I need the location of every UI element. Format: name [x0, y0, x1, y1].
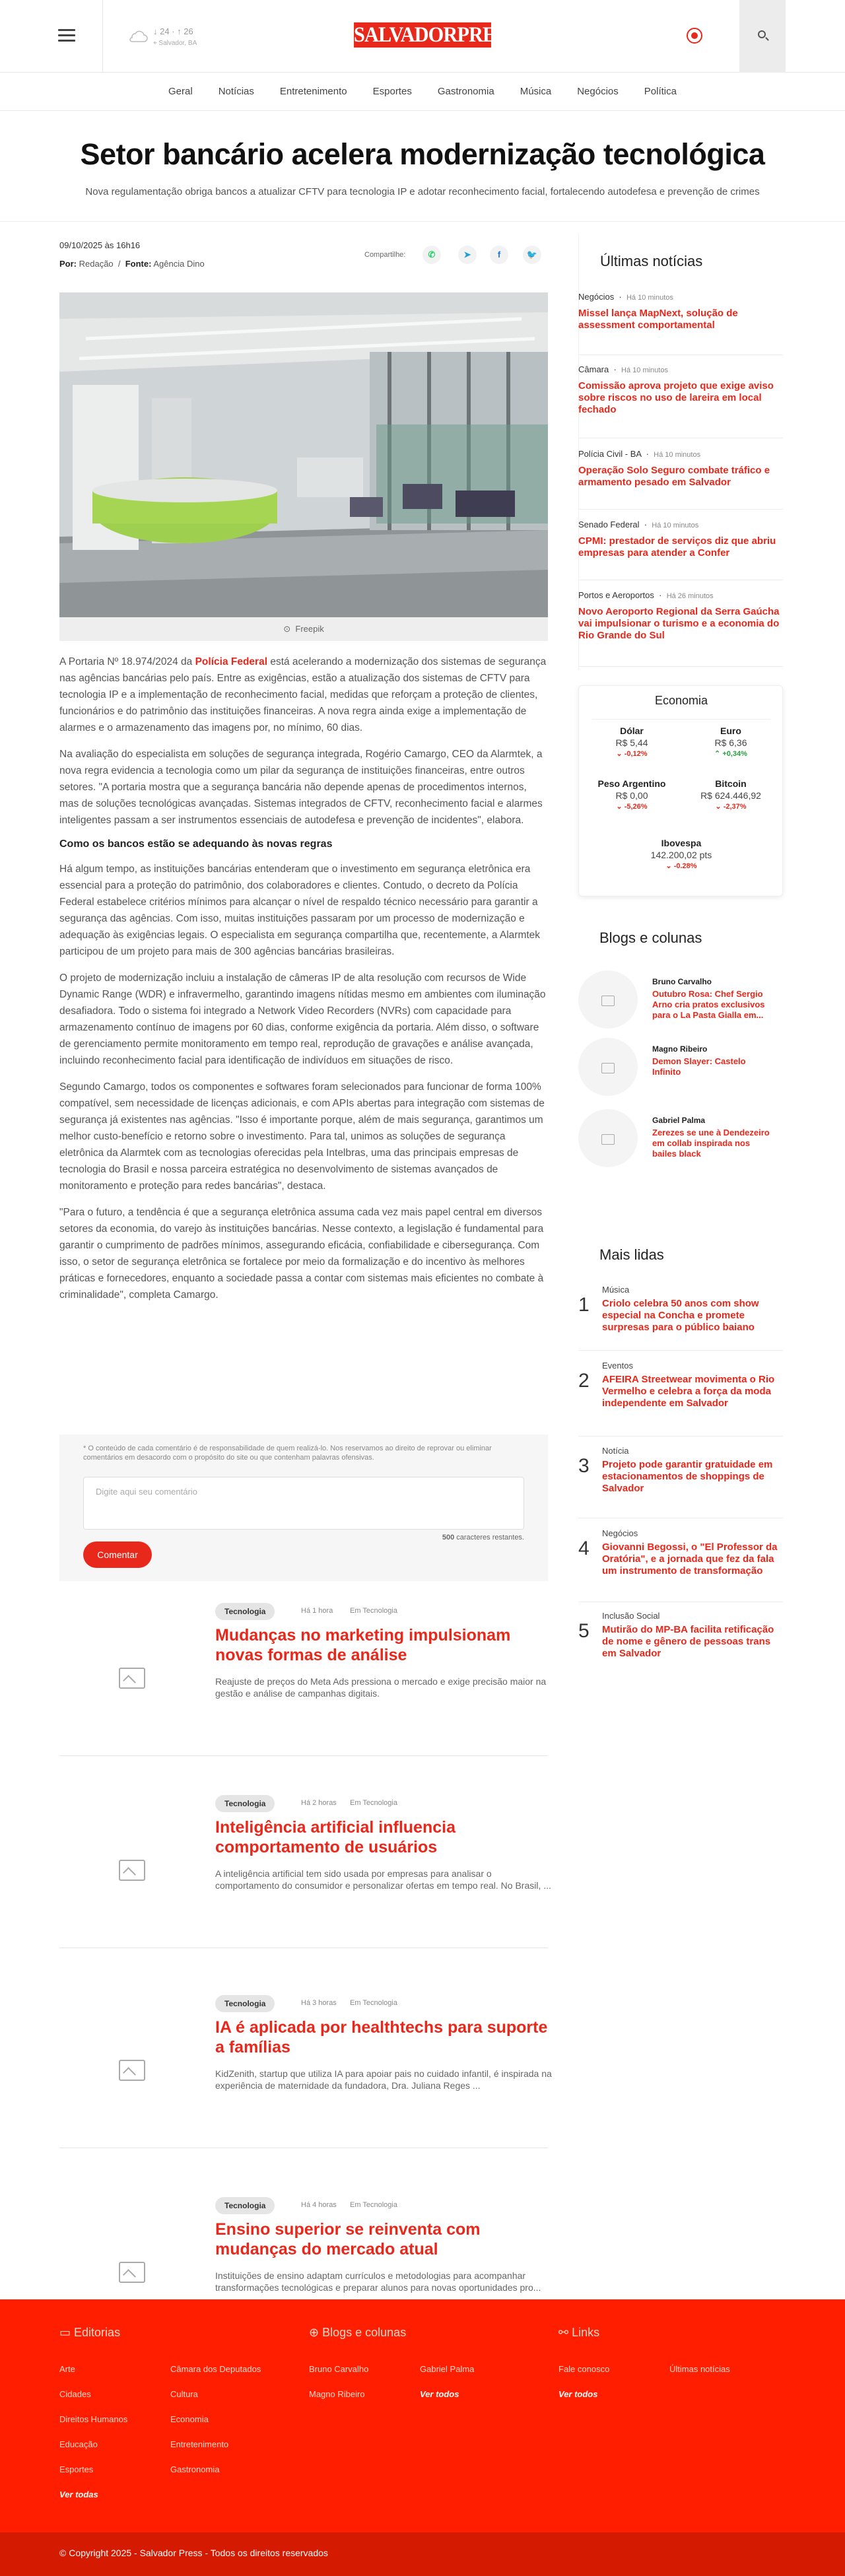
currency-value: R$ 5,44: [615, 737, 648, 748]
footer-link[interactable]: Direitos Humanos: [59, 2414, 128, 2424]
paragraph: O projeto de modernização incluiu a instalação de câmeras IP de alta resolução com recursos de Wide Dynamic Range (WDR) e infravermelho, garantindo imagens nítidas mesmo em ambientes com iluminação desafiadora. Todo o sistema foi integrado a Network Video Recorders (NVRs) com capacidade para armazenamento contínuo de imagens por 60 dias, conforme exigência da portaria. Além disso, o software de gerenciamento permite monitoramento em tempo real, reprodução de gravações e análise avançada, incluindo reconhecimento facial para identificação de indivíduos em situações de risco.: [59, 972, 546, 1066]
news-title[interactable]: Novo Aeroporto Regional da Serra Gaúcha vai impulsionar o turismo e a economia do Rio Grande do Sul: [578, 606, 780, 641]
article-title: Setor bancário acelera modernização tecnológica: [80, 137, 765, 171]
paragraph: Na avaliação do especialista em soluções de segurança integrada, Rogério Camargo, CEO da Alarmtek, a nova regra evidencia a tecnologia como um pilar da segurança de instituições financeiras, entre outros setores. "A portaria mostra que a segurança bancária não depende apenas de procedimentos internos, mas de soluções tecnológicas avançadas. Sistemas integrados de CFTV, reconhecimento facial e alarmes inteligentes passam a ser instrumentos essenciais de autodefesa e prevenção de incidentes", elabora.: [59, 749, 543, 826]
nav-item-0[interactable]: Geral: [168, 86, 193, 97]
currency-item: [681, 726, 780, 758]
divider: [0, 221, 845, 222]
article-subtitle: Nova regulamentação obriga bancos a atualizar CFTV para tecnologia IP e adotar reconhecimento facial, fortalecendo autodefesa e prevenção de crimes: [85, 186, 760, 197]
article-time: Há 1 hora: [301, 1607, 333, 1615]
blogs-widget: [578, 911, 783, 947]
rank-number: 2: [578, 1370, 590, 1392]
char-counter: 500 caracteres restantes.: [442, 1534, 524, 1542]
related-article[interactable]: [59, 1995, 552, 2148]
blog-title[interactable]: Demon Slayer: Castelo Infinito: [652, 1056, 746, 1077]
footer-editorias: ▭ Editorias: [59, 2326, 121, 2339]
news-section: Câmara · Há 10 minutos: [578, 364, 668, 374]
nav-item-4[interactable]: Gastronomia: [437, 86, 494, 97]
footer-see-all[interactable]: Ver todos: [558, 2389, 598, 2399]
location-icon: ⌖: [153, 40, 157, 47]
latest-news-item[interactable]: [578, 520, 783, 580]
article-byline: Por: Redação / Fonte: Agência Dino: [59, 259, 205, 269]
nav-item-2[interactable]: Entretenimento: [279, 86, 347, 97]
camera-icon: ⊙: [283, 624, 291, 634]
footer-link[interactable]: Últimas notícias: [669, 2364, 730, 2374]
policia-federal-link[interactable]: Polícia Federal: [195, 656, 268, 667]
related-title[interactable]: Inteligência artificial influencia comportamento de usuários: [215, 1818, 456, 1856]
rank-number: 4: [578, 1538, 590, 1559]
footer-link[interactable]: Cidades: [59, 2389, 91, 2399]
comment-disclaimer: * O conteúdo de cada comentário é de responsabilidade de quem realizá-lo. Nos reservamos ao direito de reprovar ou eliminar comentários em desacordo com o propósito do site ou que contenham palavras ofensivas.: [83, 1444, 492, 1462]
arrow-down-icon: ⌄: [616, 750, 623, 758]
related-desc: Instituições de ensino adaptam currículos e metodologias para acompanhar transformações tecnológicas e preparar alunos para novas oportunidades pro...: [215, 2270, 541, 2293]
article-date: 09/10/2025 às 16h16: [59, 240, 141, 250]
footer-link[interactable]: Cultura: [170, 2389, 198, 2399]
economy-title: Economia: [654, 694, 708, 707]
currency-item: [681, 778, 780, 811]
article-category: Em Tecnologia: [350, 1607, 397, 1615]
search-icon: [758, 30, 766, 38]
search-button[interactable]: [739, 0, 786, 73]
currency-name: Bitcoin: [715, 778, 747, 789]
latest-news-item[interactable]: [578, 292, 783, 355]
blogs-title: Blogs e colunas: [599, 930, 702, 946]
image-placeholder-icon: [119, 1860, 145, 1881]
footer-link[interactable]: Câmara dos Deputados: [170, 2364, 261, 2374]
blog-item[interactable]: [578, 970, 783, 1031]
weather-widget: [127, 25, 219, 51]
blog-author[interactable]: Gabriel Palma: [652, 1116, 706, 1125]
comment-input[interactable]: Digite aqui seu comentário: [83, 1477, 524, 1530]
related-desc: A inteligência artificial tem sido usada por empresas para analisar o comportamento do consumidor e personalizar ofertas em tempo real. No Brasil, ...: [215, 1868, 551, 1891]
article-thumbnail[interactable]: [59, 1827, 205, 1919]
item-category: Notícia: [602, 1446, 629, 1456]
site-logo[interactable]: SALVADORPRESS: [354, 23, 517, 47]
related-title[interactable]: IA é aplicada por healthtechs para suporte a famílias: [215, 2018, 548, 2056]
arrow-down-icon: ⌄: [616, 803, 623, 811]
image-placeholder-icon: [119, 1668, 145, 1689]
arrow-up-icon: ⌃: [714, 750, 721, 758]
item-category: Negócios: [602, 1528, 638, 1538]
live-radio-icon[interactable]: [687, 28, 702, 44]
paragraph: Há algum tempo, as instituições bancárias entenderam que o investimento em segurança eletrônica era essencial para a proteção do patrimônio, dos colaboradores e clientes. Contudo, o decreto da Polícia Federal estabelece critérios mínimos para alcançar o nível de respaldo técnico necessário para garantir a segurança das agências. Com isso, muitas instituições passaram por um processo de modernização e adequação às exigências legais. O especialista em segurança compartilha que, recentemente, a Alarmtek participou de um projeto para mais de 300 agências bancárias brasileiras.: [59, 864, 541, 957]
item-category: Música: [602, 1285, 630, 1295]
footer-link[interactable]: Educação: [59, 2439, 98, 2449]
image-placeholder-icon: [119, 2060, 145, 2081]
article-hero-image: [59, 292, 548, 617]
item-title[interactable]: Criolo celebra 50 anos com show especial na Concha e promete surpresas para o público baiano: [602, 1298, 759, 1333]
footer-link[interactable]: Entretenimento: [170, 2439, 229, 2449]
nav-item-1[interactable]: Notícias: [218, 86, 254, 97]
paragraph: A Portaria Nº 18.974/2024 da Polícia Federal está acelerando a modernização dos sistemas de segurança nas agências bancárias pelo país. Entre as exigências, estão a atualização dos sistemas de CFTV para tecnologia IP e a implementação de reconhecimento facial, medidas que reforçam a proteção de clientes, funcionários e do patrimônio das instituições financeiras. A nova regra ainda exige a implementação de alarmes e o armazenamento das imagens por, no mínimo, 60 dias.: [59, 656, 547, 733]
weather-city: ⌖ Salvador, BA: [153, 40, 197, 47]
footer-link[interactable]: Esportes: [59, 2464, 94, 2474]
latest-news-title: Últimas notícias: [600, 253, 703, 269]
footer-link[interactable]: Gabriel Palma: [420, 2364, 475, 2374]
article-time: Há 3 horas: [301, 1999, 337, 2007]
footer-see-all[interactable]: Ver todas: [59, 2490, 98, 2499]
article-thumbnail[interactable]: [59, 1635, 205, 1727]
top-header: [0, 0, 845, 73]
article-body: [59, 654, 548, 1313]
related-article[interactable]: [59, 1603, 548, 1756]
share-label: Compartilhe:: [364, 251, 406, 259]
most-read-item[interactable]: [578, 1611, 783, 1664]
article-time: Há 4 horas: [301, 2201, 337, 2209]
currency-item: [582, 726, 681, 758]
news-title[interactable]: CPMI: prestador de serviços diz que abriu empresas para atender a Confer: [578, 535, 776, 559]
most-read-widget: [578, 1228, 783, 1264]
currency-value: R$ 6,36: [714, 737, 747, 748]
category-tag[interactable]: Tecnologia: [215, 1795, 275, 1812]
news-title[interactable]: Comissão aprova projeto que exige aviso sobre riscos no uso de lareira em local fechado: [578, 380, 774, 415]
most-read-item[interactable]: [578, 1361, 783, 1437]
latest-news-item[interactable]: [578, 364, 783, 438]
globe-icon: ⊕: [309, 2326, 320, 2339]
arrow-down-icon: ⌄: [665, 862, 672, 870]
whatsapp-icon[interactable]: ✆: [422, 246, 441, 264]
blog-title[interactable]: Zerezes se une à Dendezeiro em collab inspirada nos bailes black: [652, 1128, 770, 1159]
related-title[interactable]: Ensino superior se reinventa com mudanças do mercado atual: [215, 2220, 481, 2258]
article-category: Em Tecnologia: [350, 1799, 397, 1807]
comment-section: [59, 1435, 548, 1581]
related-article[interactable]: [59, 1795, 551, 1948]
news-section: Polícia Civil - BA · Há 10 minutos: [578, 449, 701, 459]
blog-item[interactable]: [578, 1109, 783, 1170]
nav-item-3[interactable]: Esportes: [372, 86, 412, 97]
related-title[interactable]: Mudanças no marketing impulsionam novas formas de análise: [215, 1626, 511, 1664]
article-thumbnail[interactable]: [59, 2027, 205, 2119]
currency-value: R$ 0,00: [615, 790, 648, 801]
footer-links: ⚯ Links: [558, 2326, 600, 2339]
weather-temps: ↓ 24 · ↑ 26: [153, 26, 193, 36]
currency-change: ⌄ -0.28%: [665, 862, 697, 870]
item-title[interactable]: AFEIRA Streetwear movimenta o Rio Vermelho e celebra a força da moda independente em Salvador: [602, 1374, 775, 1409]
main-nav: [0, 73, 845, 111]
blog-title[interactable]: Outubro Rosa: Chef Sergio Arno cria pratos exclusivos para o La Pasta Gialla em...: [652, 989, 765, 1020]
most-read-item[interactable]: [578, 1285, 783, 1351]
category-tag[interactable]: Tecnologia: [215, 1603, 275, 1620]
blog-author[interactable]: Bruno Carvalho: [652, 977, 712, 986]
item-title[interactable]: Projeto pode garantir gratuidade em estacionamentos de shoppings de Salvador: [602, 1459, 773, 1494]
news-title[interactable]: Missel lança MapNext, solução de assessment comportamental: [578, 308, 738, 331]
currency-change: ⌄ -0,12%: [616, 750, 648, 758]
news-section: Negócios · Há 10 minutos: [578, 292, 673, 302]
facebook-icon[interactable]: f: [490, 246, 508, 264]
footer-see-all[interactable]: Ver todos: [420, 2389, 459, 2399]
news-title[interactable]: Operação Solo Seguro combate tráfico e armamento pesado em Salvador: [578, 465, 770, 488]
related-desc: KidZenith, startup que utiliza IA para apoiar pais no cuidado infantil, é inspirada na experiência de maternidade da fundadora, Dra. Juliana Reges ...: [215, 2068, 552, 2091]
blog-author[interactable]: Magno Ribeiro: [652, 1044, 708, 1054]
currency-name: Ibovespa: [661, 838, 702, 848]
item-title[interactable]: Giovanni Begossi, o "El Professor da Oratória", e a jornada que fez da fala um instrumento de transformação: [602, 1542, 778, 1576]
currency-item: [582, 778, 681, 811]
category-tag[interactable]: Tecnologia: [215, 2197, 275, 2214]
nav-item-6[interactable]: Negócios: [577, 86, 619, 97]
image-credit: ⊙ Freepik: [59, 617, 548, 641]
currency-change: ⌃ +0,34%: [714, 750, 747, 758]
news-section: Portos e Aeroportos · Há 26 minutos: [578, 590, 714, 600]
most-read-item[interactable]: [578, 1446, 783, 1518]
footer-link[interactable]: Arte: [59, 2364, 75, 2374]
item-category: Eventos: [602, 1361, 633, 1371]
currency-name: Peso Argentino: [597, 778, 666, 789]
footer-link[interactable]: Bruno Carvalho: [309, 2364, 369, 2374]
twitter-icon[interactable]: 🐦: [523, 246, 541, 264]
footer-link[interactable]: Magno Ribeiro: [309, 2389, 365, 2399]
economy-widget: [578, 685, 783, 897]
currency-item: [632, 838, 731, 870]
latest-news-item[interactable]: [578, 449, 783, 510]
currency-change: ⌄ -5,26%: [616, 803, 648, 811]
newspaper-icon: ▭: [59, 2326, 71, 2339]
footer: [0, 2299, 845, 2576]
avatar: [578, 1038, 638, 1096]
copyright: © Copyright 2025 - Salvador Press - Todos os direitos reservados: [0, 2532, 845, 2576]
divider: [102, 0, 103, 73]
currency-name: Euro: [720, 726, 741, 736]
article-category: Em Tecnologia: [350, 1999, 397, 2007]
footer-blogs: ⊕ Blogs e colunas: [309, 2326, 407, 2339]
section-heading: Como os bancos estão se adequando às novas regras: [59, 838, 333, 850]
item-title[interactable]: Mutirão do MP-BA facilita retificação de nome e gênero de pessoas trans em Salvador: [602, 1624, 774, 1659]
image-placeholder-icon: [119, 2262, 145, 2283]
currency-change: ⌄ -2,37%: [715, 803, 747, 811]
related-desc: Reajuste de preços do Meta Ads pressiona o mercado e exige precisão maior na gestão e análise de campanhas digitais.: [215, 1676, 547, 1699]
most-read-title: Mais lidas: [599, 1246, 664, 1263]
currency-value: 142.200,02 pts: [650, 850, 712, 860]
news-section: Senado Federal · Há 10 minutos: [578, 520, 699, 529]
footer-link[interactable]: Fale conosco: [558, 2364, 610, 2374]
avatar: [578, 970, 638, 1029]
most-read-item[interactable]: [578, 1528, 783, 1602]
nav-item-7[interactable]: Política: [644, 86, 677, 97]
rank-number: 1: [578, 1294, 590, 1316]
article-time: Há 2 horas: [301, 1799, 337, 1807]
blog-item[interactable]: [578, 1038, 783, 1099]
article-category: Em Tecnologia: [350, 2201, 397, 2209]
arrow-down-icon: ⌄: [715, 803, 722, 811]
category-tag[interactable]: Tecnologia: [215, 1995, 275, 2012]
telegram-icon[interactable]: ➤: [458, 246, 477, 264]
link-icon: ⚯: [558, 2326, 569, 2339]
rank-number: 3: [578, 1455, 590, 1477]
nav-item-5[interactable]: Música: [520, 86, 552, 97]
paragraph: Segundo Camargo, todos os componentes e softwares foram selecionados para funcionar de forma 100% compatível, sem necessidade de licenças adicionais, e com APIs abertas para integração com sistemas de segurança já existentes nas agências. "Isso é importante porque, além de mais segurança, garantimos um melhor custo-benefício e retorno sobre o investimento. Para tal, unimos as soluções de segurança eletrônica da Alarmtek com as tecnologias oferecidas pela Intelbras, uma das principais empresas de tecnologia do Brasil e nossa parceira estratégica no desenvolvimento de sistemas avançados de monitoramento e proteção para redes bancárias", destaca.: [59, 1081, 545, 1192]
paragraph: "Para o futuro, a tendência é que a segurança eletrônica assuma cada vez mais papel central em diversos setores da economia, do varejo às instituições bancárias. Nesse contexto, a legislação é fundamental para garantir o cumprimento de padrões mínimos, assegurando eficácia, confiabilidade e cibersegurança. Com isso, o setor de segurança eletrônica se fortalece por meio da formalização e do incentivo às melhores práticas e fornecedores, enquanto a sociedade passa a contar com sistemas mais eficientes no combate à criminalidade", completa Camargo.: [59, 1207, 544, 1301]
divider: [592, 719, 770, 720]
currency-value: R$ 624.446,92: [700, 790, 761, 801]
currency-name: Dólar: [620, 726, 644, 736]
item-category: Inclusão Social: [602, 1611, 660, 1621]
cloud-icon: [127, 30, 148, 42]
menu-icon[interactable]: [58, 29, 75, 42]
latest-news-item[interactable]: [578, 590, 783, 667]
rank-number: 5: [578, 1620, 590, 1642]
footer-link[interactable]: Gastronomia: [170, 2464, 220, 2474]
footer-link[interactable]: Economia: [170, 2414, 209, 2424]
avatar: [578, 1109, 638, 1167]
comment-submit-button[interactable]: Comentar: [83, 1542, 152, 1568]
